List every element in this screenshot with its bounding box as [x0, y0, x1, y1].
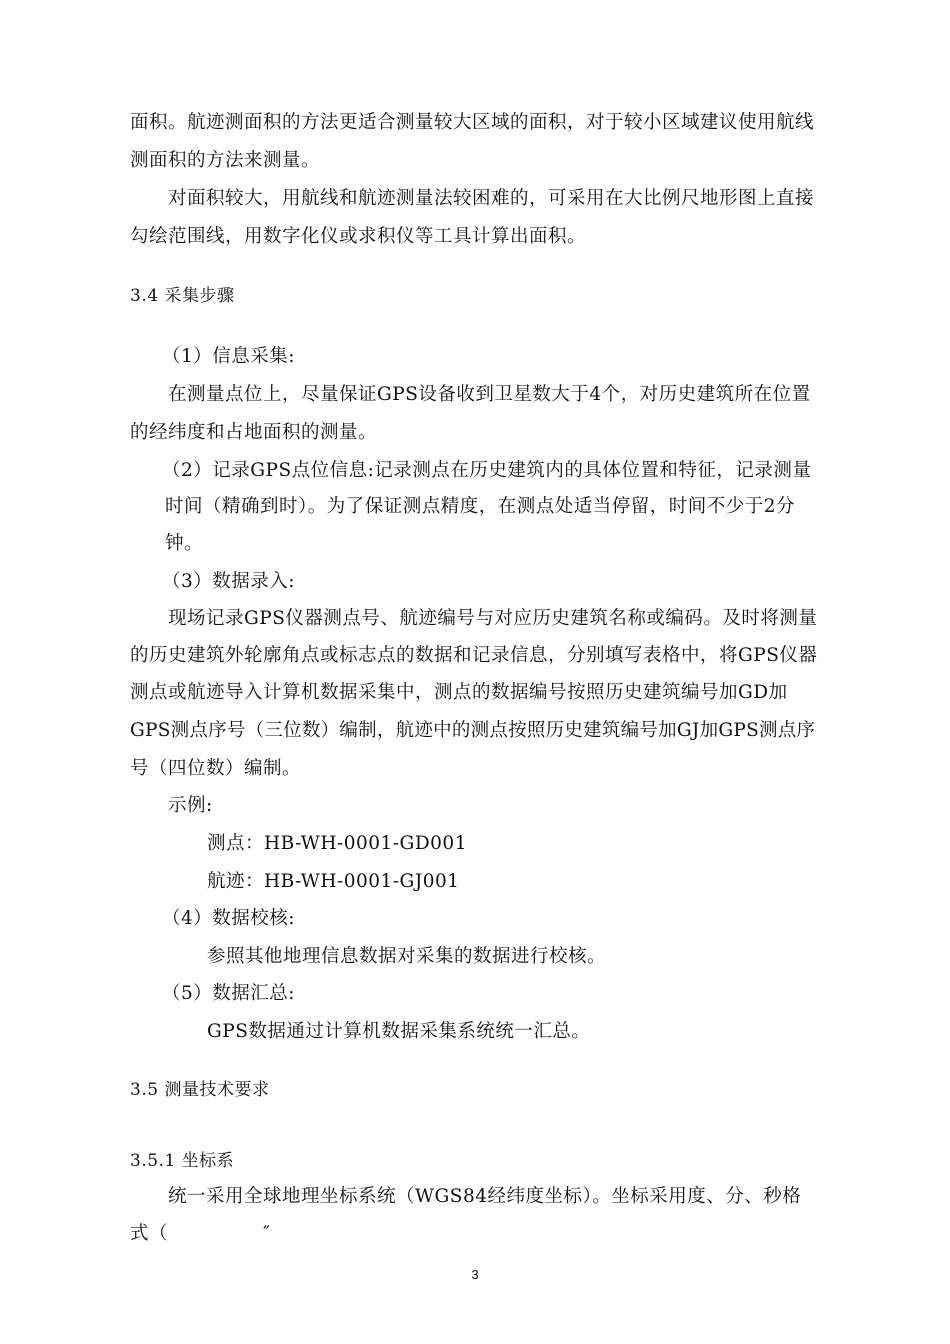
paragraph-line: 时间（精确到时）。为了保证测点精度，在测点处适当停留，时间不少于2分	[165, 496, 796, 517]
paragraph-line: 的经纬度和占地面积的测量。	[130, 422, 378, 443]
section-heading-3-5: 3.5 测量技术要求	[130, 1080, 270, 1100]
page-number: 3	[471, 1267, 479, 1282]
paragraph-line: 统一采用全球地理坐标系统（WGS84经纬度坐标）。坐标采用度、分、秒格	[168, 1186, 802, 1207]
paragraph-line: GPS数据通过计算机数据采集系统统一汇总。	[207, 1021, 591, 1042]
example-point: 测点：HB-WH-0001-GD001	[207, 833, 467, 854]
paragraph-line: 测点或航迹导入计算机数据采集中，测点的数据编号按照历史建筑编号加GD加	[130, 682, 788, 703]
section-heading-3-4: 3.4 采集步骤	[130, 286, 235, 306]
step-title-5: （5）数据汇总:	[162, 983, 296, 1004]
example-label: 示例:	[168, 795, 213, 816]
paragraph-line: 钟。	[165, 533, 204, 554]
paragraph-line: GPS测点序号（三位数）编制，航迹中的测点按照历史建筑编号加GJ加GPS测点序	[130, 720, 816, 741]
paragraph-line: 式（ ″	[130, 1223, 271, 1244]
step-title-4: （4）数据校核:	[162, 908, 296, 929]
paragraph-line: 测面积的方法来测量。	[130, 150, 321, 171]
step-title-2: （2）记录GPS点位信息:记录测点在历史建筑内的具体位置和特征，记录测量	[162, 460, 812, 481]
paragraph-line: 在测量点位上，尽量保证GPS设备收到卫星数大于4个，对历史建筑所在位置	[168, 384, 811, 405]
paragraph-line: 号（四位数）编制。	[130, 758, 302, 779]
paragraph-line: 对面积较大，用航线和航迹测量法较困难的，可采用在大比例尺地形图上直接	[168, 188, 815, 209]
step-title-3: （3）数据录入:	[162, 571, 296, 592]
paragraph-line: 现场记录GPS仪器测点号、航迹编号与对应历史建筑名称或编码。及时将测量	[168, 608, 818, 629]
paragraph-line: 的历史建筑外轮廓角点或标志点的数据和记录信息，分别填写表格中，将GPS仪器	[130, 645, 818, 666]
example-track: 航迹：HB-WH-0001-GJ001	[207, 871, 460, 892]
paragraph-line: 参照其他地理信息数据对采集的数据进行校核。	[207, 946, 607, 967]
step-title-1: （1）信息采集:	[162, 346, 296, 367]
section-heading-3-5-1: 3.5.1 坐标系	[130, 1151, 235, 1171]
paragraph-line: 面积。航迹测面积的方法更适合测量较大区域的面积，对于较小区域建议使用航线	[130, 112, 815, 133]
paragraph-line: 勾绘范围线，用数字化仪或求积仪等工具计算出面积。	[130, 226, 587, 247]
